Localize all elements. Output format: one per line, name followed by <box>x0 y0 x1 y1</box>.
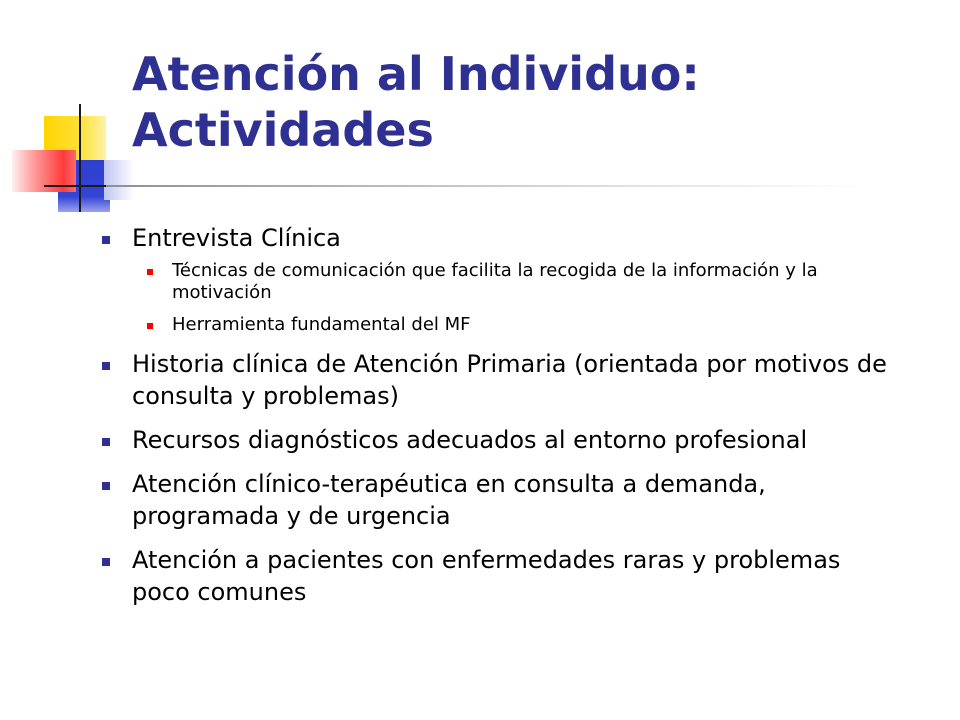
bullet-text: Recursos diagnósticos adecuados al entorno profesional <box>132 426 808 454</box>
square-bullet-icon <box>102 482 110 490</box>
bullet-text: Historia clínica de Atención Primaria (orientada por motivos de consulta y problemas) <box>132 350 887 410</box>
bullet-list <box>100 222 900 608</box>
sub-bullet-item-tecnicas <box>132 260 900 304</box>
decorative-vertical-line <box>79 104 81 212</box>
square-sub-bullet-icon <box>147 323 153 329</box>
sub-bullet-text: Herramienta fundamental del MF <box>172 314 471 335</box>
decorative-blue-fade <box>104 160 134 200</box>
bullet-text: Atención clínico-terapéutica en consulta a demanda, programada y de urgencia <box>132 470 766 530</box>
square-sub-bullet-icon <box>147 269 153 275</box>
bullet-item-recursos <box>100 424 900 456</box>
bullet-text: Entrevista Clínica <box>132 224 341 252</box>
slide-title <box>132 46 912 158</box>
square-bullet-icon <box>102 558 110 566</box>
slide-title-line-1: Atención al Individuo: <box>132 47 700 101</box>
square-bullet-icon <box>102 236 110 244</box>
sub-bullet-item-herramienta <box>132 314 900 336</box>
bullet-item-atencion-pacientes <box>100 544 900 608</box>
bullet-item-entrevista <box>100 222 900 336</box>
sub-bullet-text: Técnicas de comunicación que facilita la recogida de la información y la motivación <box>172 260 818 303</box>
bullet-text: Atención a pacientes con enfermedades raras y problemas poco comunes <box>132 546 841 606</box>
bullet-item-atencion-clinico <box>100 468 900 532</box>
square-bullet-icon <box>102 362 110 370</box>
square-bullet-icon <box>102 438 110 446</box>
title-underline <box>106 185 866 187</box>
sub-bullet-list <box>132 260 900 336</box>
bullet-item-historia-clinica <box>100 348 900 412</box>
slide-title-line-2: Actividades <box>132 103 434 157</box>
